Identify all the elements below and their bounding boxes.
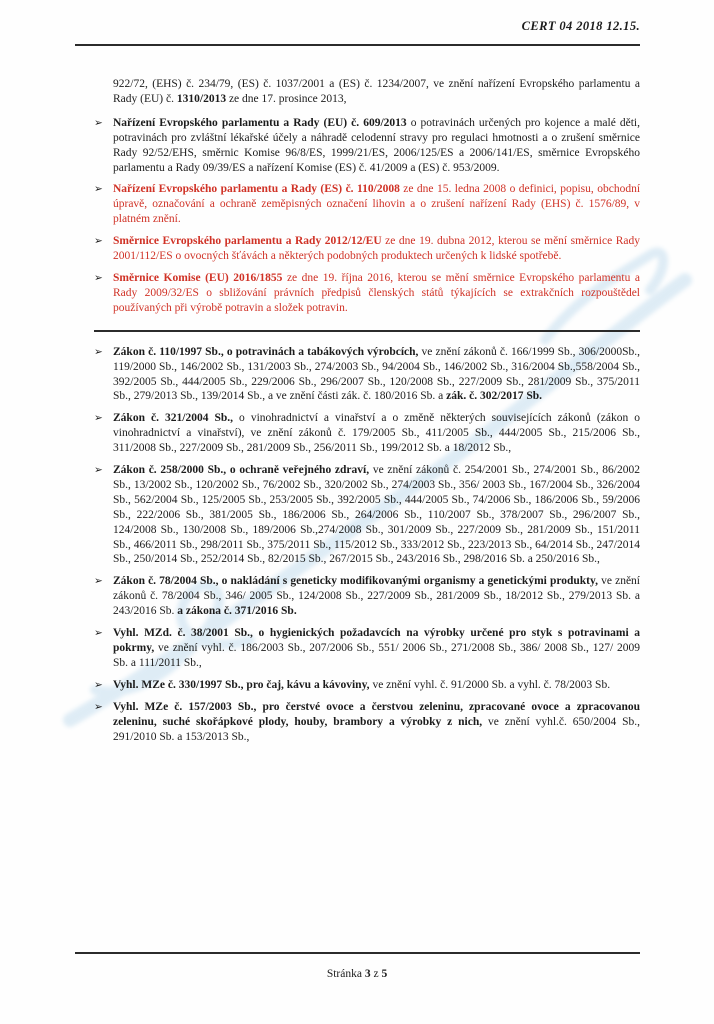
text-segment: Vyhl. MZe č. 330/1997 Sb., pro čaj, kávu a kávoviny, <box>113 678 370 691</box>
text-segment: Vyhl. MZd. č. 38/2001 Sb., o hygienických požadavcích na výrobky určené pro styk s potravinami a pokrmy, <box>113 627 640 654</box>
list-item <box>94 116 640 176</box>
item-paragraph <box>113 234 640 264</box>
list-item <box>94 345 640 405</box>
footer-page-number: 3 <box>364 968 371 980</box>
item-paragraph <box>113 182 640 227</box>
text-segment: Nařízení Evropského parlamentu a Rady (EU) č. 609/2013 <box>113 116 407 129</box>
intro-paragraph <box>113 77 640 107</box>
list-item <box>94 678 640 693</box>
text-segment: ze dne 19. dubna 2012, kterou se mění směrnice Rady 2001/112/ES o ovocných šťávách a některých podobných produktech určených k lidské spotřebě. <box>113 235 640 263</box>
footer-of: z <box>373 968 379 980</box>
text-segment: Zákon č. 321/2004 Sb., <box>113 412 234 425</box>
text-segment: Zákon č. 110/1997 Sb., o potravinách a tabákových výrobcích, <box>113 345 419 358</box>
list-item <box>94 271 640 316</box>
text-segment: ve znění vyhl. č. 91/2000 Sb. a vyhl. č. 78/2003 Sb. <box>369 678 611 691</box>
arrow-bullet-icon: ➢ <box>94 679 103 691</box>
item-paragraph <box>113 271 640 316</box>
text-segment: Nařízení Evropského parlamentu a Rady (ES) č. 110/2008 <box>113 183 400 196</box>
arrow-bullet-icon: ➢ <box>94 576 103 588</box>
regulation-list <box>94 116 641 316</box>
text-segment: o vinohradnictví a vinařství a o změně některých souvisejících zákonů (zákon o vinohradnictví a vinařství), ve znění zákonů č. 179/2005 Sb., 411/2005 Sb., 444/2005 Sb., 215/2006 Sb., 311/2008 Sb., 227/2009 Sb., 281/2009 Sb., 256/2011 Sb., 199/2012 Sb. a 18/2012 Sb., <box>113 412 640 455</box>
text-segment: 922/72, (EHS) č. 234/79, (ES) č. 1037/2001 a (ES) č. 1234/2007, ve znění nařízení Evropského parlamentu a Rady (EU) č. <box>113 78 640 105</box>
arrow-bullet-icon: ➢ <box>94 117 103 129</box>
arrow-bullet-icon: ➢ <box>94 413 103 425</box>
page-footer <box>0 968 714 980</box>
arrow-bullet-icon: ➢ <box>94 346 103 358</box>
item-paragraph <box>113 678 640 693</box>
arrow-bullet-icon: ➢ <box>94 236 103 248</box>
list-item <box>94 626 640 671</box>
list-item <box>94 574 640 619</box>
footer-rule <box>75 952 640 954</box>
arrow-bullet-icon: ➢ <box>94 701 103 713</box>
text-segment: zák. č. 302/2017 Sb. <box>446 390 542 403</box>
item-paragraph <box>113 574 640 619</box>
arrow-bullet-icon: ➢ <box>94 465 103 477</box>
item-paragraph <box>113 700 640 745</box>
text-segment: Vyhl. MZe č. 157/2003 Sb., pro čerstvé ovoce a čerstvou zeleninu, zpracované ovoce a zpracovanou zeleninu, suché skořápkové plody, houby, brambory a výrobky z nich, <box>113 700 640 728</box>
header-rule <box>75 44 640 46</box>
law-list <box>94 345 640 745</box>
list-item <box>94 182 641 227</box>
text-segment: Směrnice Evropského parlamentu a Rady 2012/12/EU <box>113 235 382 248</box>
list-item <box>94 234 640 264</box>
document-content <box>94 77 641 751</box>
text-segment: Směrnice Komise (EU) 2016/1855 <box>113 271 283 284</box>
text-segment: ze dne 17. prosince 2013, <box>226 92 347 105</box>
text-segment: Zákon č. 258/2000 Sb., o ochraně veřejného zdraví, <box>113 464 370 477</box>
text-segment: ve znění vyhl.č. 650/2004 Sb., 291/2010 Sb. a 153/2013 Sb., <box>113 715 640 743</box>
section-divider <box>94 330 640 332</box>
text-segment: ve znění zákonů č. 166/1999 Sb., 306/2000Sb., 119/2000 Sb., 146/2002 Sb., 131/2003 Sb., 274/2003 Sb., 94/2004 Sb., 146/2002 Sb., 316/2004 Sb.,558/2004 Sb., 392/2005 Sb., 444/2005 Sb., 229/2006 Sb., 296/2007 Sb., 120/2008 Sb., 227/2009 Sb., 281/2009 Sb., 375/2011 Sb., 279/2013 Sb., 139/2014 Sb., a ve znění části zák. č. 180/2016 Sb. a <box>113 345 640 403</box>
text-segment: 1310/2013 <box>176 92 227 105</box>
item-paragraph <box>113 626 640 671</box>
text-segment: a zákona č. 371/2016 Sb. <box>177 605 297 618</box>
list-item <box>94 463 640 567</box>
text-segment: o potravinách určených pro kojence a malé děti, potravinách pro zvláštní lékařské účely a náhradě celodenní stravy pro regulaci hmotnosti a o zrušení směrnice Rady 92/52/EHS, směrnic Komise 96/8/ES, 1999/21/ES, 2006/125/ES a 2006/141/ES, směrnice Evropského parlamentu a Rady 09/39/ES a nařízení Komise (ES) č. 41/2009 a (ES) č. 953/2009. <box>113 116 640 174</box>
text-segment: ze dne 15. ledna 2008 o definici, popisu, obchodní úpravě, označování a ochraně zeměpisných označení lihovin a o zrušení nařízení Rady (EHS) č. 1576/89, v platném znění. <box>113 183 641 226</box>
text-segment: ze dne 19. října 2016, kterou se mění směrnice Evropského parlamentu a Rady 2009/32/ES o sbližování právních předpisů členských států týkajících se extrakčních rozpouštědel používaných při výrobě potravin a složek potravin. <box>113 271 640 314</box>
arrow-bullet-icon: ➢ <box>94 272 103 284</box>
footer-total-pages: 5 <box>381 968 388 980</box>
item-paragraph <box>113 345 640 405</box>
arrow-bullet-icon: ➢ <box>94 184 103 196</box>
item-paragraph <box>113 411 640 456</box>
text-segment: ve znění vyhl. č. 186/2003 Sb., 207/2006 Sb., 551/ 2006 Sb., 271/2008 Sb., 386/ 2008 Sb., 127/ 2009 Sb. a 111/2011 Sb., <box>113 642 640 669</box>
footer-label: Stránka <box>326 968 362 980</box>
header-stamp: CERT 04 2018 12.15. <box>521 19 640 33</box>
list-item <box>94 700 640 745</box>
item-paragraph <box>113 116 640 176</box>
list-item <box>94 411 640 456</box>
text-segment: Zákon č. 78/2004 Sb., o nakládání s geneticky modifikovanými organismy a genetickými produkty, <box>113 575 599 588</box>
text-segment: ve znění zákonů č. 78/2004 Sb., 346/ 2005 Sb., 124/2008 Sb., 227/2009 Sb., 281/2009 Sb., 18/2012 Sb., 279/2013 Sb. a 243/2016 Sb. <box>113 575 640 618</box>
arrow-bullet-icon: ➢ <box>94 628 103 640</box>
item-paragraph <box>113 463 640 567</box>
text-segment: ve znění zákonů č. 254/2001 Sb., 274/2001 Sb., 86/2002 Sb., 13/2002 Sb., 120/2002 Sb., 76/2002 Sb., 320/2002 Sb., 274/2003 Sb., 356/ 2003 Sb., 167/2004 Sb., 326/2004 Sb., 562/2004 Sb., 125/2005 Sb., 253/2005 Sb., 392/2005 Sb., 444/2005 Sb., 74/2006 Sb., 186/2006 Sb., 59/2006 Sb., 222/2006 Sb., 381/2005 Sb., 186/2006 Sb., 264/2006 Sb., 110/2007 Sb., 378/2007 Sb., 296/2007 Sb., 124/2008 Sb., 130/2008 Sb., 189/2006 Sb.,274/2008 Sb., 301/2009 Sb., 227/2009 Sb., 281/2009 Sb., 151/2011 Sb., 466/2011 Sb., 298/2011 Sb., 375/2011 Sb., 115/2012 Sb., 333/2012 Sb., 223/2013 Sb., 64/2014 Sb., 247/2014 Sb., 250/2014 Sb., 252/2014 Sb., 82/2015 Sb., 267/2015 Sb., 243/2016 Sb., 298/2016 Sb. a 250/2016 Sb., <box>113 464 640 566</box>
